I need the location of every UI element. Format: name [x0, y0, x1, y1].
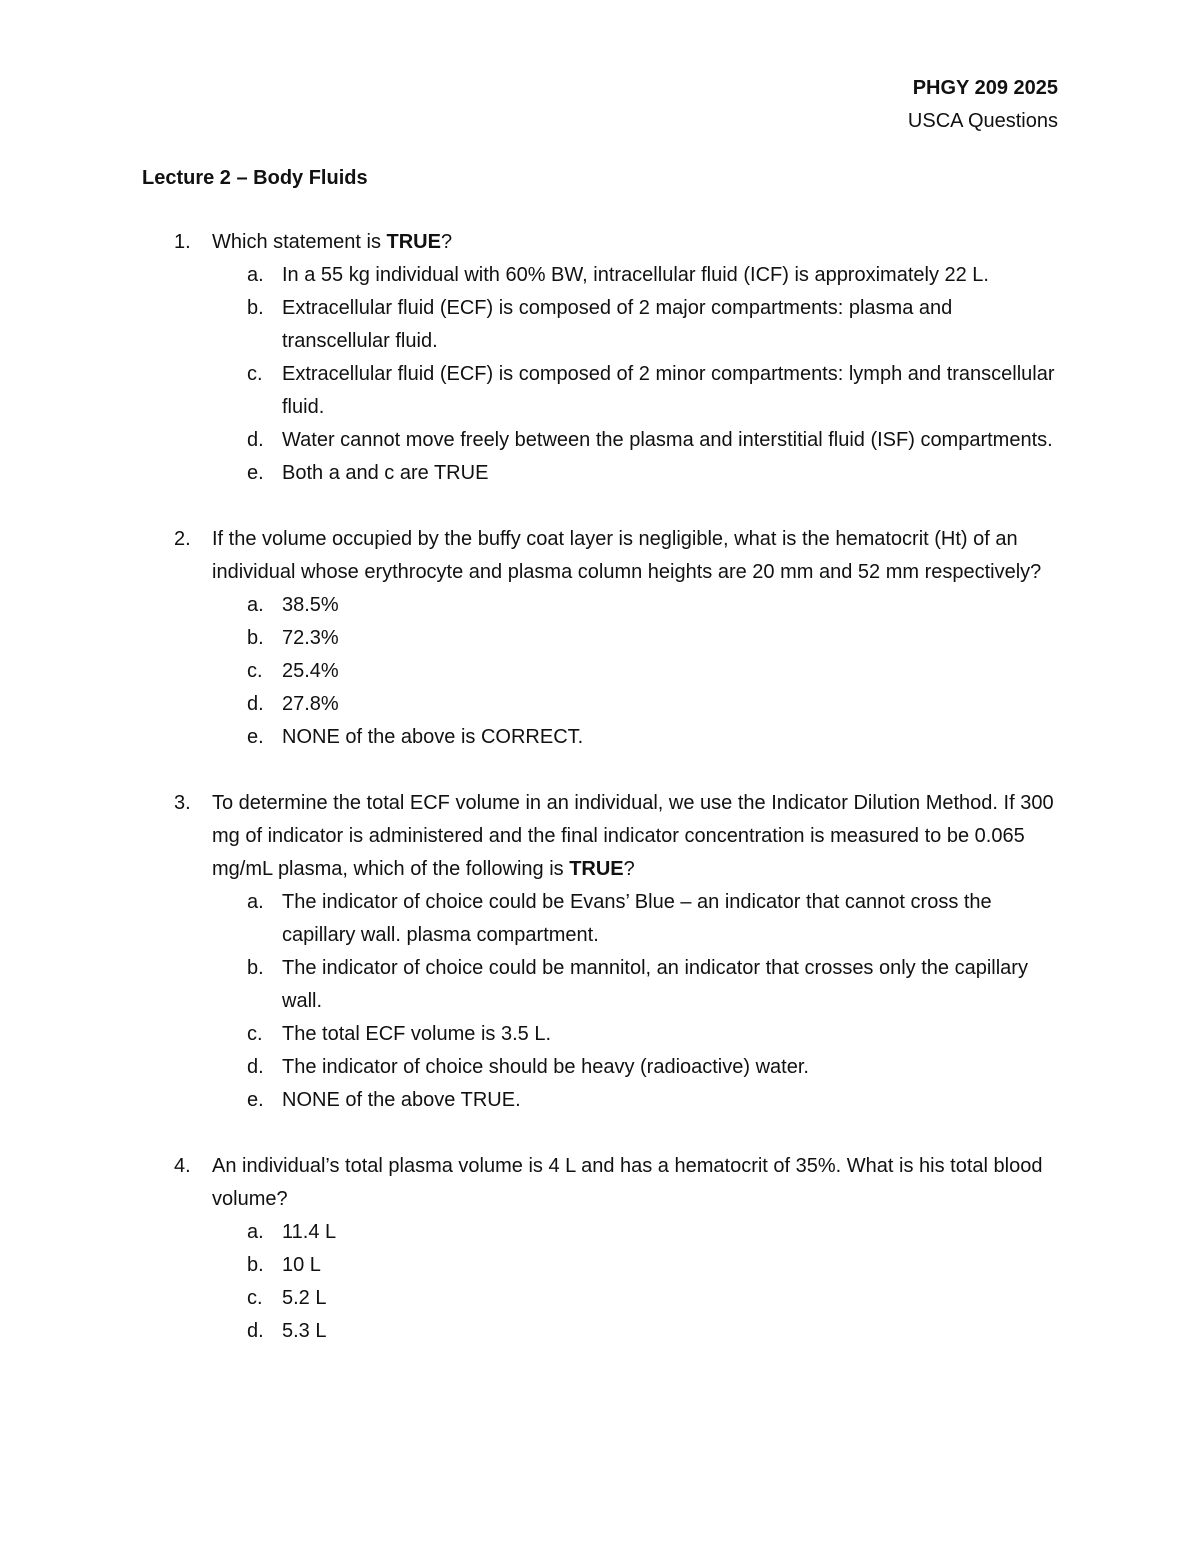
question-number: 2.: [174, 528, 191, 550]
question-3: [142, 787, 1058, 1117]
option-e: e. NONE of the above is CORRECT.: [247, 726, 584, 748]
question-4: [142, 1150, 1058, 1348]
option-d: d. 27.8%: [247, 693, 339, 715]
document-header: [908, 72, 1058, 138]
question-stem: If the volume occupied by the buffy coat layer is negligible, what is the hematocrit (Ht) of an individual whose erythrocyte and plasma column heights are 20 mm and 52 mm respectively?: [212, 528, 1042, 583]
question-1: [142, 226, 1058, 490]
course-code: PHGY 209 2025: [912, 77, 1058, 99]
question-stem: An individual’s total plasma volume is 4 L and has a hematocrit of 35%. What is his total blood volume?: [212, 1155, 1043, 1210]
option-c: c. Extracellular fluid (ECF) is composed of 2 minor compartments: lymph and transcellular fluid.: [247, 363, 1055, 418]
option-d: d. Water cannot move freely between the plasma and interstitial fluid (ISF) compartments.: [247, 429, 1053, 451]
lecture-title: Lecture 2 – Body Fluids: [142, 167, 368, 189]
option-list: [212, 886, 1058, 1117]
question-number: 3.: [174, 792, 191, 814]
option-list: [212, 589, 1058, 754]
option-b: b. 72.3%: [247, 627, 339, 649]
option-c: c. The total ECF volume is 3.5 L.: [247, 1023, 552, 1045]
option-a: a. 11.4 L: [247, 1221, 337, 1243]
question-number: 4.: [174, 1155, 191, 1177]
option-e: e. Both a and c are TRUE: [247, 462, 489, 484]
document-subtitle: USCA Questions: [907, 110, 1058, 132]
option-c: c. 25.4%: [247, 660, 339, 682]
option-e: e. NONE of the above TRUE.: [247, 1089, 521, 1111]
option-d: d. The indicator of choice should be heavy (radioactive) water.: [247, 1056, 809, 1078]
question-stem: To determine the total ECF volume in an individual, we use the Indicator Dilution Method. If 300 mg of indicator is administered and the final indicator concentration is measured to be 0.065 mg/mL plasma, which of the following is TRUE?: [212, 792, 1054, 880]
question-2: [142, 523, 1058, 754]
question-stem: Which statement is TRUE?: [212, 231, 453, 253]
option-c: c. 5.2 L: [247, 1287, 327, 1309]
option-a: a. 38.5%: [247, 594, 339, 616]
option-b: b. The indicator of choice could be mannitol, an indicator that crosses only the capillary wall.: [247, 957, 1028, 1012]
option-list: [212, 259, 1058, 490]
question-number: 1.: [174, 231, 191, 253]
option-b: b. Extracellular fluid (ECF) is composed of 2 major compartments: plasma and transcellular fluid.: [247, 297, 953, 352]
option-b: b. 10 L: [247, 1254, 321, 1276]
option-d: d. 5.3 L: [247, 1320, 327, 1342]
option-a: a. The indicator of choice could be Evans’ Blue – an indicator that cannot cross the capillary wall. plasma compartment.: [247, 891, 992, 946]
option-a: a. In a 55 kg individual with 60% BW, intracellular fluid (ICF) is approximately 22 L.: [247, 264, 989, 286]
option-list: [212, 1216, 1058, 1348]
question-list: [142, 226, 1058, 1381]
